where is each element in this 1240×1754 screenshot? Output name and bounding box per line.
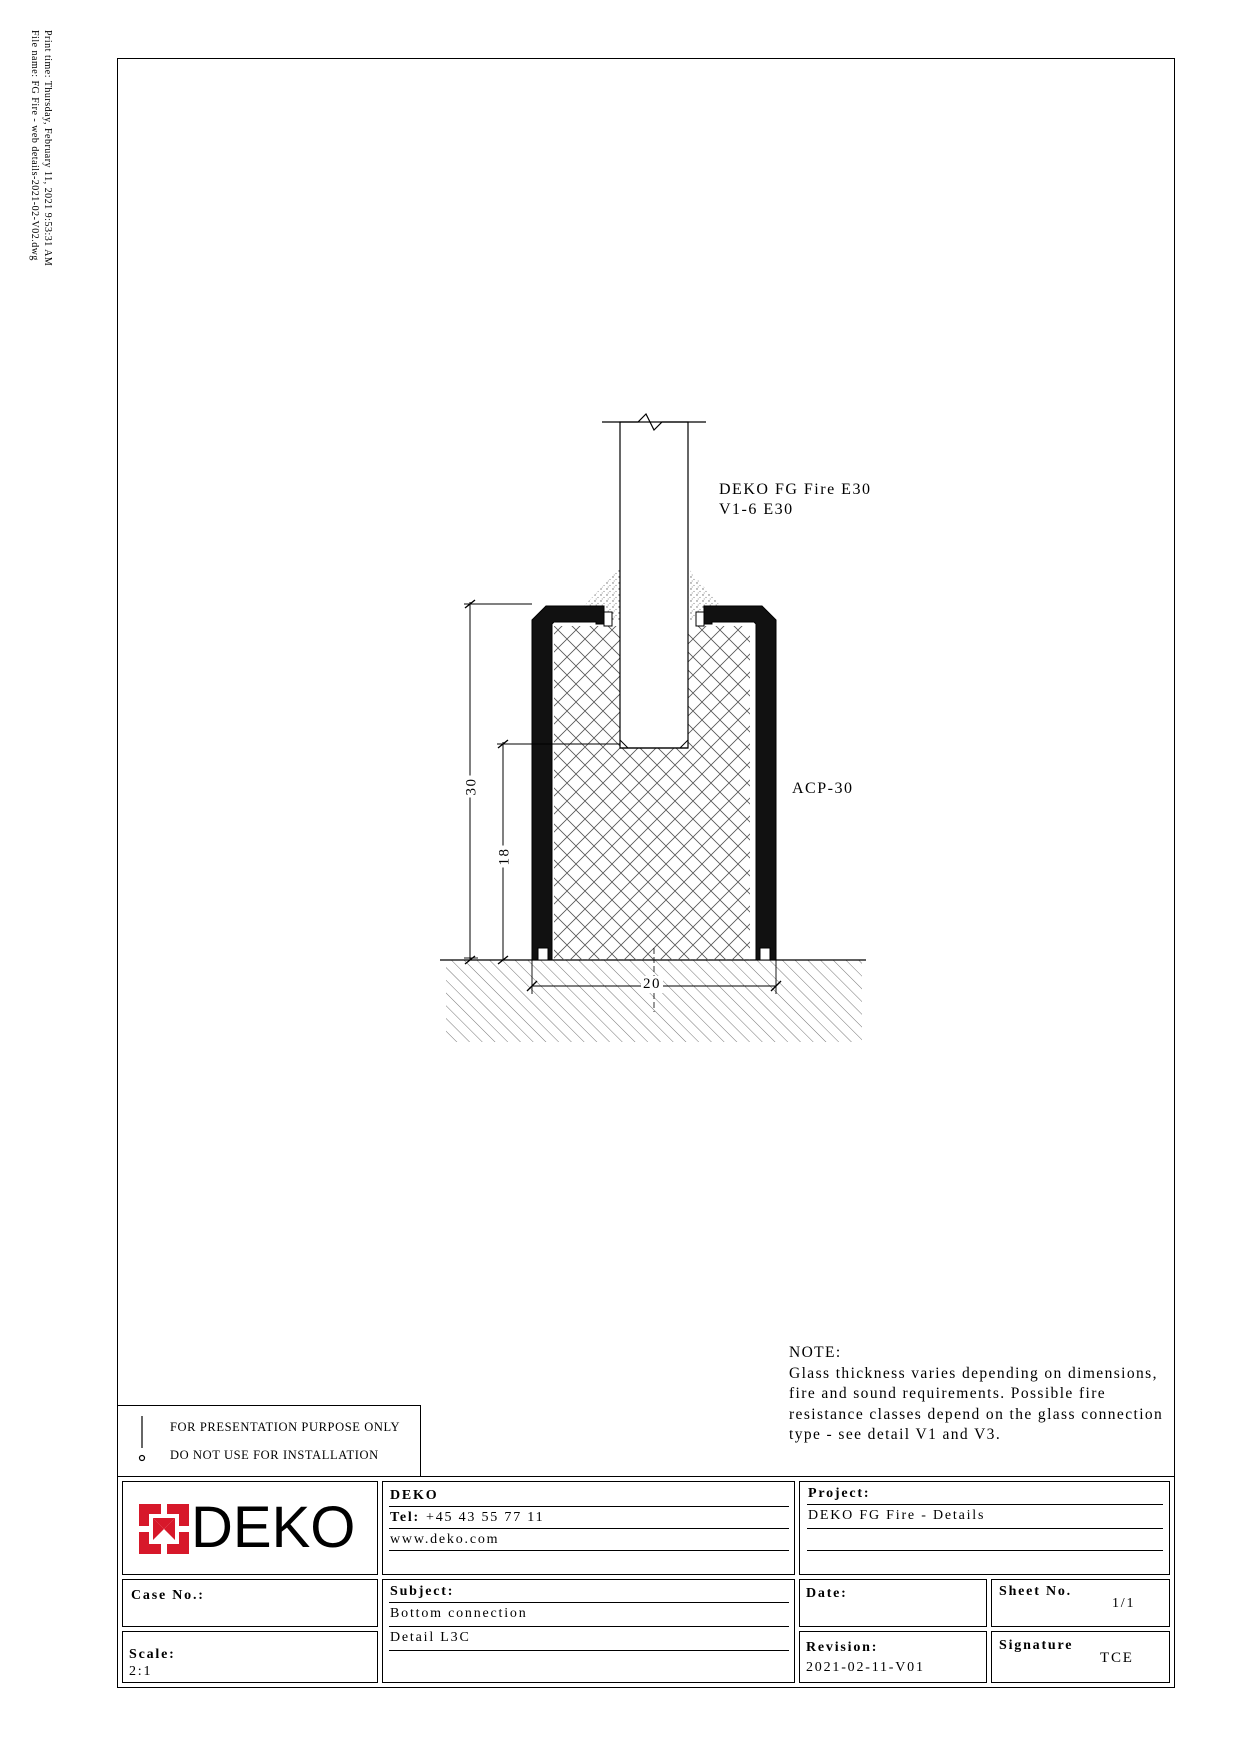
company-tel-label: Tel: bbox=[390, 1510, 421, 1525]
warning-icon bbox=[132, 1414, 172, 1474]
deko-logo-text: DEKO bbox=[191, 1495, 356, 1560]
subject-line-2: Detail L3C bbox=[390, 1630, 471, 1645]
company-tel-value: +45 43 55 77 11 bbox=[426, 1510, 545, 1525]
dimension-height-glass-text: 18 bbox=[496, 847, 513, 866]
warning-line-1: FOR PRESENTATION PURPOSE ONLY bbox=[170, 1420, 401, 1434]
case-no-cell bbox=[122, 1579, 378, 1627]
date-cell bbox=[799, 1579, 987, 1627]
note-text: Glass thickness varies depending on dimensions, fire and sound requirements. Possible fire resistance classes depend on the glass connection type - see detail V1 and V3. bbox=[789, 1364, 1164, 1443]
note-heading: NOTE: bbox=[789, 1344, 842, 1361]
revision-cell bbox=[799, 1631, 987, 1683]
signature-value: TCE bbox=[1100, 1650, 1134, 1666]
signature-cell bbox=[991, 1631, 1170, 1683]
signature-label: Signature bbox=[999, 1638, 1074, 1653]
company-web: www.deko.com bbox=[390, 1532, 500, 1547]
floor-substrate bbox=[440, 960, 866, 1042]
revision-value: 2021-02-11-V01 bbox=[806, 1660, 925, 1675]
scale-label: Scale: bbox=[129, 1647, 176, 1662]
project-cell bbox=[799, 1481, 1170, 1575]
subject-label: Subject: bbox=[390, 1584, 455, 1599]
deko-logo-mark bbox=[139, 1504, 189, 1554]
project-label: Project: bbox=[808, 1486, 871, 1501]
profile-label: ACP-30 bbox=[792, 780, 854, 797]
sheet-no-value: 1/1 bbox=[1112, 1596, 1136, 1611]
case-no-label: Case No.: bbox=[131, 1588, 205, 1603]
glass-label: DEKO FG Fire E30 bbox=[719, 481, 872, 498]
scale-value: 2:1 bbox=[129, 1664, 153, 1679]
warning-line-2: DO NOT USE FOR INSTALLATION bbox=[170, 1448, 379, 1462]
dimension-width-text: 20 bbox=[643, 976, 661, 992]
subject-cell bbox=[382, 1579, 795, 1683]
print-time: Print time: Thursday, February 11, 2021 9:53:31 AM bbox=[42, 30, 53, 267]
company-name: DEKO bbox=[390, 1488, 439, 1503]
note-block bbox=[789, 1343, 1169, 1446]
sheet-no-label: Sheet No. bbox=[999, 1584, 1072, 1599]
revision-label: Revision: bbox=[806, 1640, 879, 1655]
sheet-no-cell bbox=[991, 1579, 1170, 1627]
logo-cell bbox=[122, 1481, 378, 1575]
warning-box bbox=[117, 1405, 421, 1476]
date-label: Date: bbox=[806, 1586, 848, 1601]
glass-class-label: V1-6 E30 bbox=[719, 501, 794, 518]
scale-cell bbox=[122, 1631, 378, 1683]
company-cell bbox=[382, 1481, 795, 1575]
subject-line-1: Bottom connection bbox=[390, 1606, 528, 1621]
file-name: File name: FG Fire - web details-2021-02-V02.dwg bbox=[29, 30, 40, 261]
project-value: DEKO FG Fire - Details bbox=[808, 1508, 986, 1523]
dimension-height-total-text: 30 bbox=[463, 777, 480, 796]
